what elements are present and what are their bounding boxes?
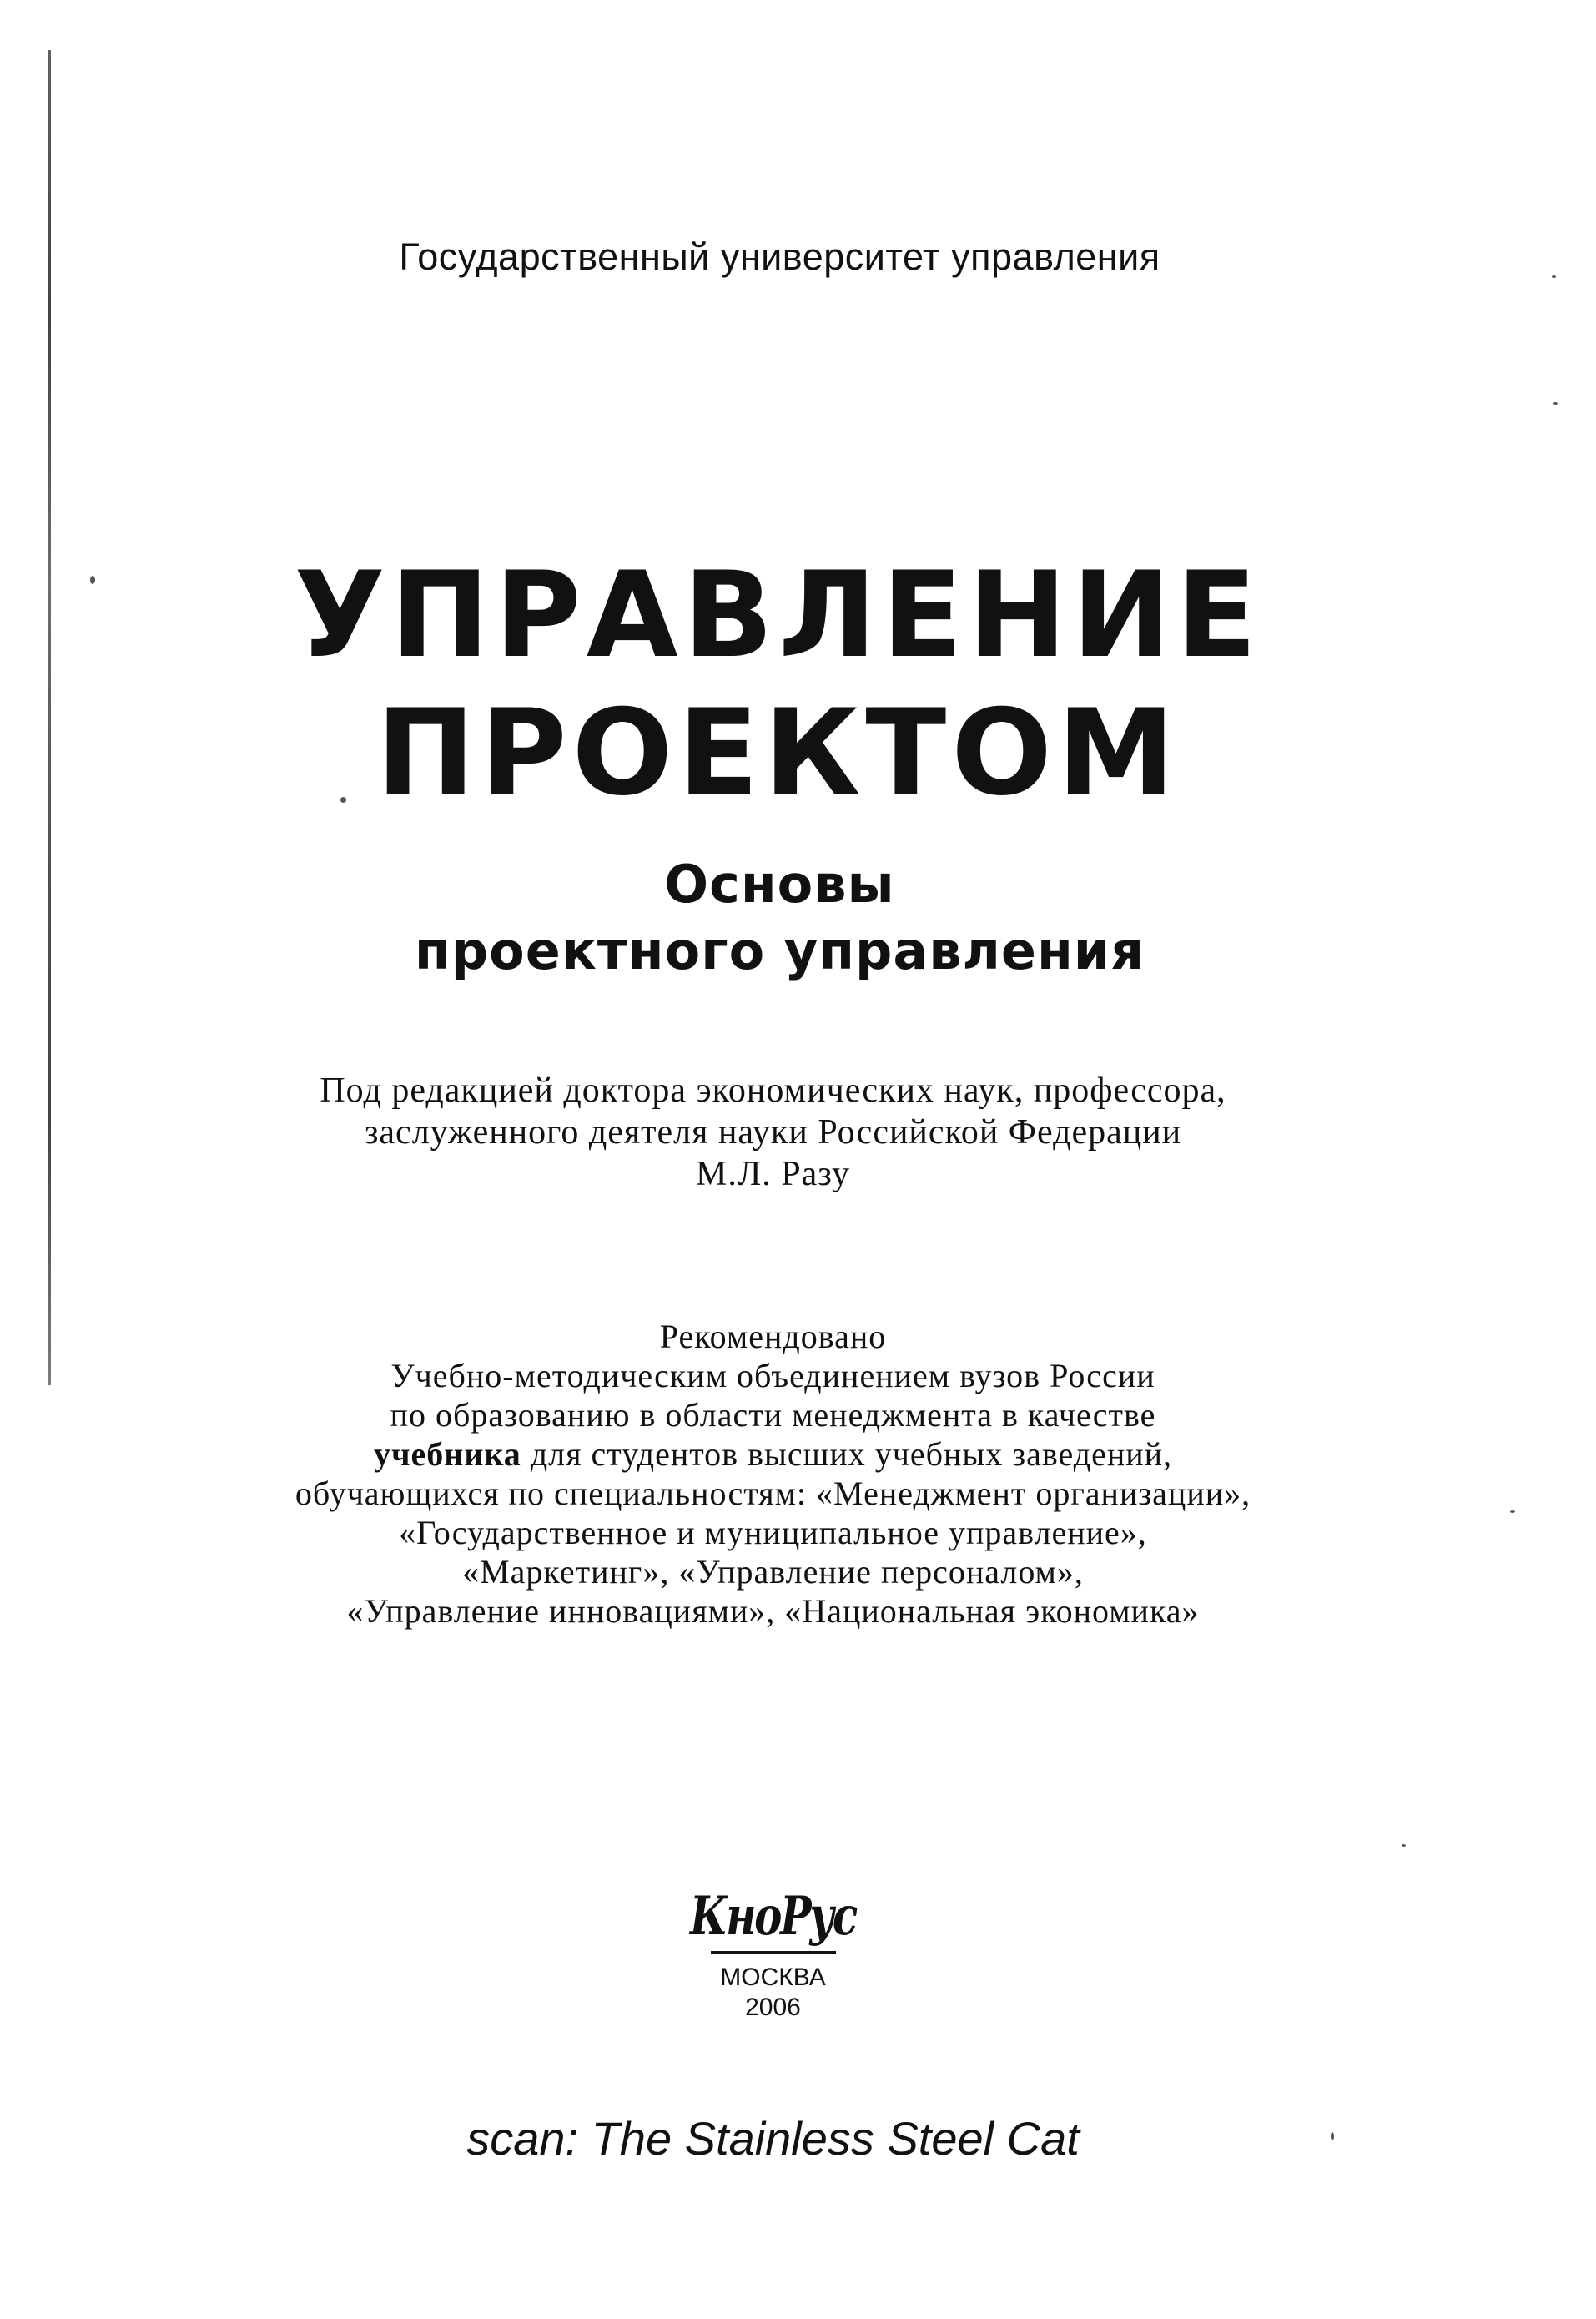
scan-speck [1402, 1844, 1406, 1847]
book-subtitle [0, 851, 1578, 985]
editor-line: Под редакцией доктора экономических наук, профессора, [320, 1071, 1226, 1110]
publisher-city: МОСКВА [720, 1964, 826, 1991]
book-subtitle-line: Основы [664, 854, 895, 915]
book-title-line: ПРОЕКТОМ [375, 684, 1181, 822]
university-name: Государственный университет управления [399, 235, 1160, 278]
publisher-logo: КноРус [690, 1885, 856, 1948]
book-title [0, 547, 1576, 822]
editor-name: М.Л. Разу [695, 1155, 851, 1193]
recommendation-line [0, 1434, 1571, 1474]
recommendation-line: «Государственное и муниципальное управление», [399, 1514, 1147, 1551]
recommendation-line: Учебно-методическим объединением вузов России [390, 1357, 1155, 1394]
scan-speck [1553, 402, 1558, 405]
book-subtitle-line: проектного управления [414, 920, 1145, 981]
recommendation-line: «Управление инновациями», «Национальная экономика» [346, 1592, 1200, 1630]
editor-credit [0, 1070, 1571, 1195]
scan-credit: scan: The Stainless Steel Cat [466, 2112, 1080, 2165]
recommendation-line: Рекомендовано [659, 1318, 887, 1355]
publication-year: 2006 [745, 1994, 801, 2021]
recommendation-block [0, 1317, 1571, 1631]
logo-underline [711, 1951, 836, 1954]
recommendation-text: для студентов высших учебных заведений, [521, 1435, 1173, 1473]
recommendation-line: по образованию в области менеджмента в качестве [390, 1396, 1156, 1434]
editor-line: заслуженного деятеля науки Российской Федерации [364, 1113, 1182, 1152]
recommendation-line: «Маркетинг», «Управление персоналом», [462, 1553, 1084, 1591]
book-title-line: УПРАВЛЕНИЕ [294, 547, 1262, 684]
recommendation-line: обучающихся по специальностям: «Менеджмент организации», [295, 1475, 1251, 1512]
publisher-block [0, 1885, 1571, 2023]
textbook-emphasis: учебника [373, 1435, 521, 1473]
